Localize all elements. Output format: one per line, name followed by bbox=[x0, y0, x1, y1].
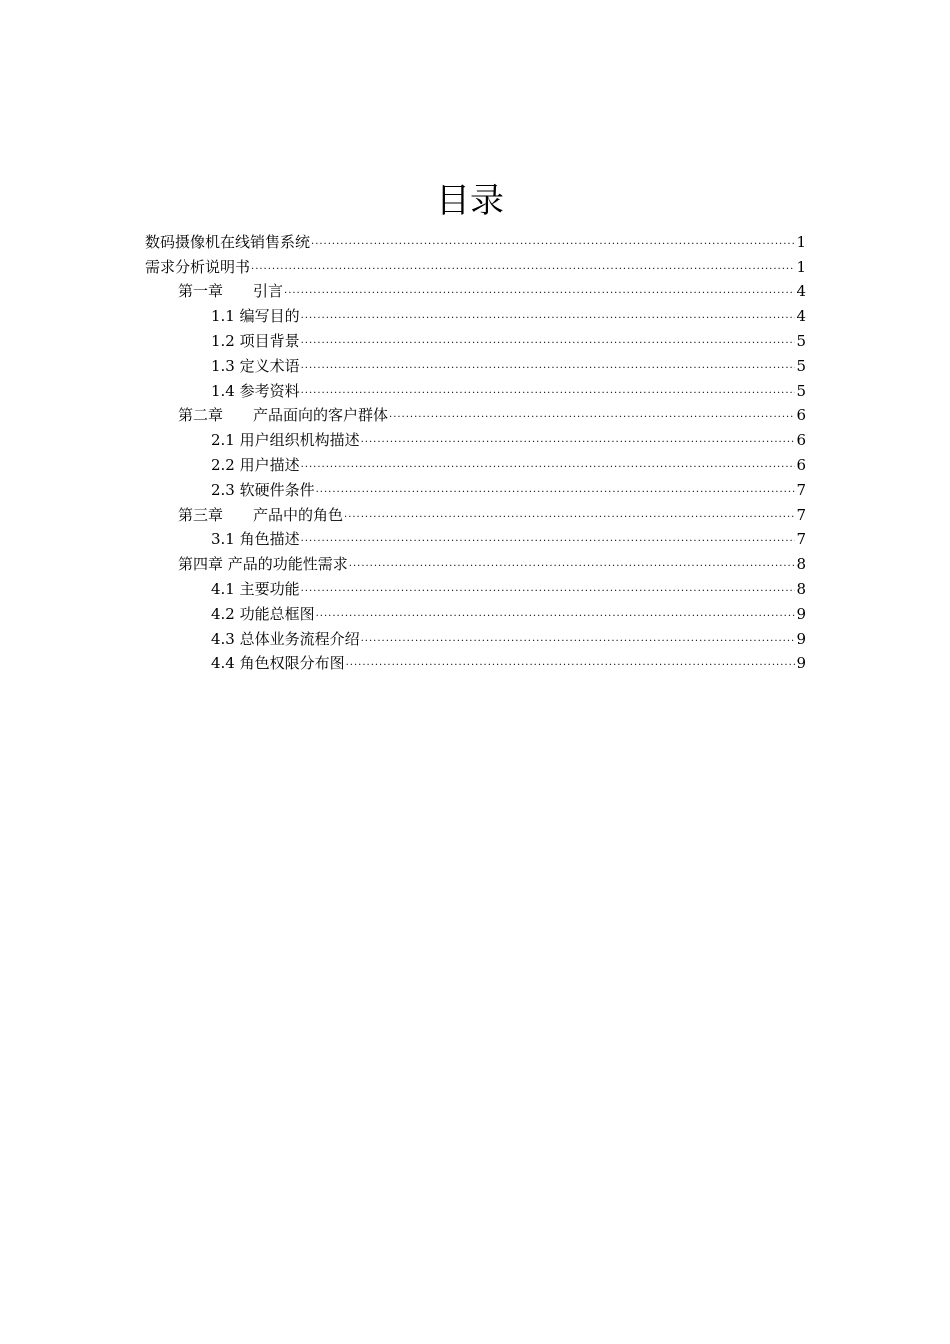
toc-dot-leader bbox=[316, 608, 796, 620]
toc-entry-page: 9 bbox=[796, 604, 806, 623]
toc-entry[interactable] bbox=[145, 474, 806, 499]
toc-dot-leader bbox=[301, 385, 796, 397]
toc-entry-label: 4.4 角色权限分布图 bbox=[211, 654, 345, 673]
toc-dot-leader bbox=[301, 360, 796, 372]
toc-list bbox=[145, 226, 806, 672]
toc-dot-leader bbox=[389, 409, 795, 421]
toc-entry-page: 1 bbox=[796, 232, 806, 251]
toc-dot-leader bbox=[316, 484, 796, 496]
toc-entry[interactable] bbox=[145, 449, 806, 474]
toc-dot-leader bbox=[284, 285, 795, 297]
toc-dot-leader bbox=[301, 533, 796, 545]
toc-entry[interactable] bbox=[145, 573, 806, 598]
toc-entry-label: 1.3 定义术语 bbox=[211, 356, 300, 375]
toc-dot-leader bbox=[349, 558, 796, 570]
toc-entry[interactable] bbox=[145, 226, 806, 251]
toc-dot-leader bbox=[301, 459, 796, 471]
toc-entry-page: 7 bbox=[796, 505, 806, 524]
toc-entry-label: 3.1 角色描述 bbox=[211, 530, 300, 549]
toc-entry[interactable] bbox=[145, 350, 806, 375]
toc-entry-label: 第三章 产品中的角色 bbox=[178, 505, 344, 524]
toc-entry-page: 5 bbox=[796, 381, 806, 400]
toc-dot-leader bbox=[301, 310, 796, 322]
toc-entry-page: 5 bbox=[796, 331, 806, 350]
toc-entry-label: 第四章 产品的功能性需求 bbox=[178, 555, 348, 574]
toc-entry[interactable] bbox=[145, 325, 806, 350]
toc-entry[interactable] bbox=[145, 375, 806, 400]
toc-entry-page: 8 bbox=[796, 579, 806, 598]
toc-entry-page: 4 bbox=[796, 307, 806, 326]
toc-entry-label: 4.3 总体业务流程介绍 bbox=[211, 629, 360, 648]
toc-entry-page: 7 bbox=[796, 530, 806, 549]
toc-dot-leader bbox=[301, 583, 796, 595]
toc-dot-leader bbox=[344, 509, 795, 521]
toc-entry[interactable] bbox=[145, 623, 806, 648]
toc-entry-label: 第二章 产品面向的客户群体 bbox=[178, 406, 389, 425]
toc-entry-label: 4.2 功能总框图 bbox=[211, 604, 315, 623]
toc-dot-leader bbox=[251, 261, 795, 273]
toc-entry-label: 2.3 软硬件条件 bbox=[211, 480, 315, 499]
toc-dot-leader bbox=[311, 236, 795, 248]
toc-entry-page: 6 bbox=[796, 431, 806, 450]
toc-title: 目录 bbox=[436, 181, 504, 221]
toc-entry[interactable] bbox=[145, 548, 806, 573]
toc-dot-leader bbox=[301, 335, 796, 347]
toc-entry-label: 需求分析说明书 bbox=[145, 257, 251, 276]
toc-entry[interactable] bbox=[145, 424, 806, 449]
toc-entry-page: 5 bbox=[796, 356, 806, 375]
toc-entry[interactable] bbox=[145, 400, 806, 425]
toc-entry-label: 数码摄像机在线销售系统 bbox=[145, 232, 311, 251]
toc-entry[interactable] bbox=[145, 499, 806, 524]
toc-entry-page: 7 bbox=[796, 480, 806, 499]
toc-entry[interactable] bbox=[145, 648, 806, 673]
toc-entry[interactable] bbox=[145, 598, 806, 623]
toc-dot-leader bbox=[361, 633, 796, 645]
toc-entry-page: 1 bbox=[796, 257, 806, 276]
toc-entry[interactable] bbox=[145, 276, 806, 301]
toc-entry-label: 1.1 编写目的 bbox=[211, 307, 300, 326]
toc-entry[interactable] bbox=[145, 251, 806, 276]
toc-entry-page: 9 bbox=[796, 629, 806, 648]
toc-dot-leader bbox=[361, 434, 796, 446]
toc-entry-label: 2.1 用户组织机构描述 bbox=[211, 431, 360, 450]
toc-entry-page: 8 bbox=[796, 555, 806, 574]
toc-entry[interactable] bbox=[145, 300, 806, 325]
toc-entry-page: 6 bbox=[796, 455, 806, 474]
toc-entry-label: 1.2 项目背景 bbox=[211, 331, 300, 350]
toc-dot-leader bbox=[346, 657, 796, 669]
toc-entry-label: 1.4 参考资料 bbox=[211, 381, 300, 400]
toc-entry-page: 9 bbox=[796, 654, 806, 673]
toc-entry-page: 6 bbox=[796, 406, 806, 425]
toc-entry-label: 2.2 用户描述 bbox=[211, 455, 300, 474]
toc-entry-label: 4.1 主要功能 bbox=[211, 579, 300, 598]
toc-entry[interactable] bbox=[145, 524, 806, 549]
toc-entry-label: 第一章 引言 bbox=[178, 282, 284, 301]
toc-entry-page: 4 bbox=[796, 282, 806, 301]
